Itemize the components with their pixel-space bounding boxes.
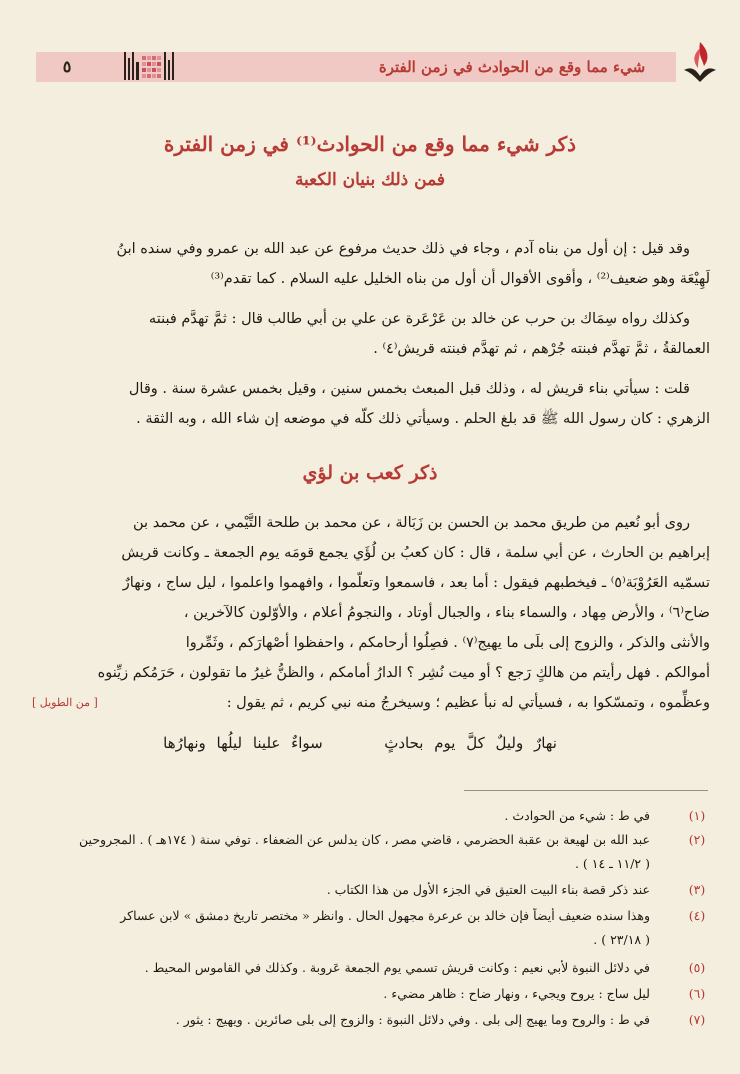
text-line: والأنثى والذكر ، والزوج إلى بلَى ما يهيج⁽٧⁾ . فصِلُوا أرحامكم ، واحفظوا أصْهارَكم ، وثَمِّروا: [185, 635, 710, 651]
footnote-number: (١): [688, 808, 706, 823]
poem-hemistich-right: نهارٌ وليلٌ كلَّ يوم بحادثٍ: [384, 734, 557, 752]
section-title: ذكر شيء مما وقع من الحوادث⁽¹⁾ في زمن الفترة: [163, 132, 577, 156]
poem-hemistich-left: سواءٌ علينا ليلُها ونهارُها: [163, 734, 323, 752]
text-line: العمالقةُ ، ثمَّ تهدَّم فبنته جُرْهم ، ثم تهدَّم فبنته قريش⁽٤⁾ .: [373, 341, 710, 357]
footnote: [32, 960, 710, 980]
footnote-divider: [464, 790, 708, 791]
footnote: [32, 856, 710, 876]
text-line: تسمّيه العَرُوْبَة⁽٥⁾ ـ فيخطبهم فيقول : أما بعد ، فاسمعوا وتعلّموا ، وافهموا واعلموا ، ليل ساج ، ونهارٌ: [122, 575, 710, 591]
text-line: روى أبو نُعيم من طريق محمد بن الحسن بن زَبَالة ، عن محمد بن طلحة التَّيْمي ، عن محمد بن: [133, 515, 690, 531]
text-line: وكذلك رواه سِمَاك بن حرب عن خالد بن عَرْعَرة عن علي بن أبي طالب قال : ثمَّ تهدَّم فبنته: [148, 311, 690, 327]
footnote-text: في ط : والروح وما يهيج إلى بلى . وفي دلائل النبوة : والزوج إلى بلى صائرين . ويهيج : يثور .: [175, 1012, 650, 1027]
footnote: [32, 986, 710, 1006]
poem-verse: [150, 728, 570, 758]
text-line: قلت : سيأتي بناء قريش له ، وذلك قبل المبعث بخمس سنين ، وقيل بخمس عشرة سنة . وقال: [128, 381, 690, 397]
footnote-number: (٦): [688, 986, 706, 1001]
footnote-text: ( ٢٣/١٨ ) .: [593, 932, 650, 947]
footnote: [32, 882, 710, 902]
footnote-text: في ط : شيء من الحوادث .: [504, 808, 650, 823]
footnote-text: ( ١١/٢ ـ ١٤ ) .: [574, 856, 650, 871]
footnote-number: (٥): [688, 960, 706, 975]
footnote: [32, 832, 710, 852]
footnote-text: وهذا سنده ضعيف أيضاً فإن خالد بن عرعرة مجهول الحال . وانظر « مختصر تاريخ دمشق » لابن عساكر: [120, 908, 650, 923]
text-line: وقد قيل : إن أول من بناه آدم ، وجاء في ذلك حديث مرفوع عن عبد الله بن عمرو وفي سنده ابنُ: [116, 241, 690, 257]
text-line: أموالكم . فهل رأيتم من هالكٍ رَجع ؟ أو ميت نُشِر ؟ الدارُ أمامكم ، والظنُّ غيرُ ما تقولون ، حَرَمُكم زيِّنوه: [97, 665, 710, 681]
flame-ornament-icon: [680, 40, 720, 84]
footnote-number: (٧): [688, 1012, 706, 1027]
footnote-text: عبد الله بن لهيعة بن عقبة الحضرمي ، قاضي مصر ، كان يدلس عن الضعفاء . توفي سنة ( ١٧٤هـ ) . المجروحين: [79, 832, 650, 847]
section-title-kaab: ذكر كعب بن لؤي: [302, 462, 438, 484]
text-line: الزهري : كان رسول الله ﷺ قد بلغ الحلم . وسيأتي ذلك كلّه في موضعه إن شاء الله ، وبه الثقة .: [136, 411, 710, 427]
footnote: [32, 808, 710, 828]
text-line: إبراهيم بن الحارث ، عن أبي سلمة ، قال : كان كعبُ بن لُؤَي يجمع قومَه يوم الجمعة ـ وكانت قريش: [121, 545, 710, 561]
footnote-text: عند ذكر قصة بناء البيت العتيق في الجزء الأول من هذا الكتاب .: [326, 882, 650, 897]
footnote-number: (٤): [688, 908, 706, 923]
text-line-body: وعظِّموه ، وتمسّكوا به ، فسيأتي له نبأ عظيم ؛ وسيخرجُ منه نبي كريم ، ثم يقول :: [226, 695, 710, 711]
footnote: [32, 908, 710, 928]
text-line: لَهِيْعَة وهو ضعيف⁽²⁾ ، وأقوى الأقوال أن أول من بناه الخليل عليه السلام . كما تقدم⁽³⁾: [210, 271, 710, 287]
text-line: [32, 688, 710, 718]
footnote: [32, 1012, 710, 1032]
section-subtitle: فمن ذلك بنيان الكعبة: [294, 170, 446, 190]
running-title: شيء مما وقع من الحوادث في زمن الفترة: [378, 58, 646, 76]
poetic-meter-tag: [ من الطويل ]: [32, 696, 98, 709]
footnote-text: ليل ساج : يروح ويجيء ، ونهار ضاح : ظاهر مضيء .: [383, 986, 650, 1001]
footnote: [32, 932, 710, 952]
footnote-number: (٢): [688, 832, 706, 847]
footnote-number: (٣): [688, 882, 706, 897]
footnote-text: في دلائل النبوة لأبي نعيم : وكانت قريش تسمي يوم الجمعة عَروبة . وكذلك في القاموس المحيط .: [144, 960, 650, 975]
text-line: ضاح⁽٦⁾ ، والأرض مِهاد ، والسماء بناء ، والجبال أوتاد ، والنجومُ أعلام ، والأوّلون كالآخرين ،: [183, 605, 710, 621]
page-number: ٥: [62, 57, 72, 76]
bar-pattern-ornament-icon: [124, 48, 178, 84]
